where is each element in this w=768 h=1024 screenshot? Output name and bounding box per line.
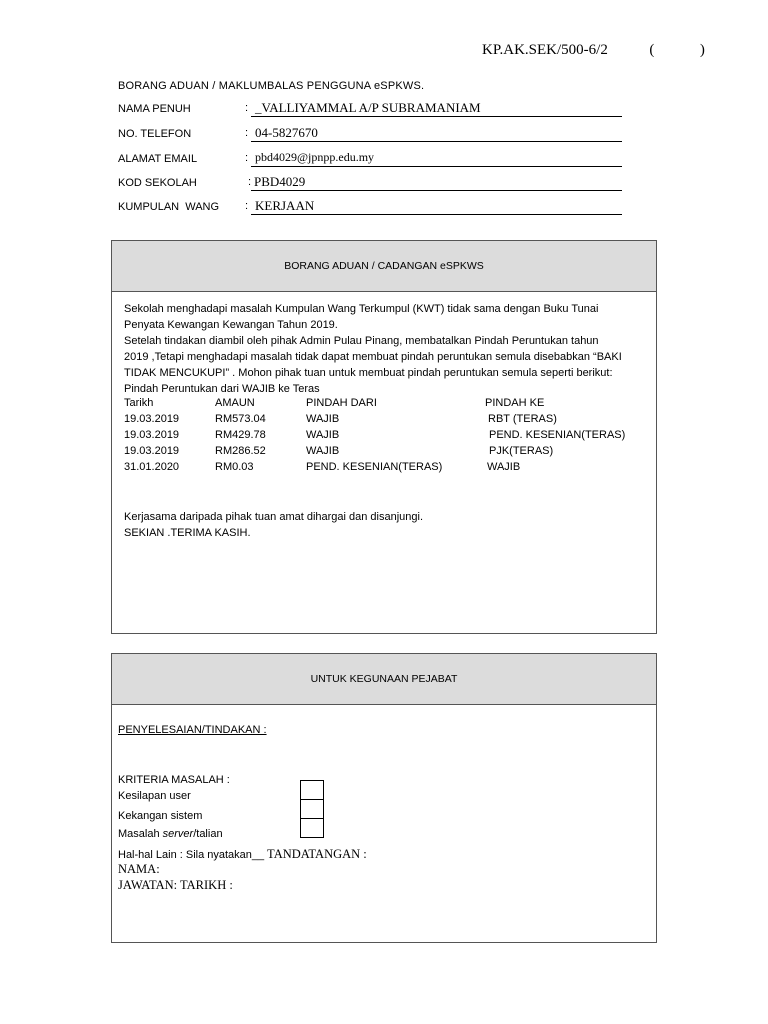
table-row: [124, 461, 644, 477]
cell-to: PEND. KESENIAN(TERAS): [489, 429, 626, 441]
complaint-line: TIDAK MENCUKUPI” . Mohon pihak tuan untuk membuat pindah peruntukan semula seperti berikut:: [124, 367, 613, 379]
cell-from: WAJIB: [306, 429, 340, 441]
field-label: KOD SEKOLAH: [118, 177, 197, 189]
field-colon: :: [245, 200, 249, 212]
table-row: [124, 429, 644, 445]
server-prefix: Masalah: [118, 828, 163, 840]
complaint-line: Sekolah menghadapi masalah Kumpulan Wang Terkumpul (KWT) tidak sama dengan Buku Tunai: [124, 303, 599, 315]
name-label: NAMA:: [118, 862, 160, 876]
field-underline: [251, 141, 622, 142]
field-underline: [251, 116, 622, 117]
criteria-label: KRITERIA MASALAH :: [118, 774, 230, 786]
cell-from: PEND. KESENIAN(TERAS): [306, 461, 443, 473]
cell-amount: RM286.52: [215, 445, 266, 457]
cell-to: RBT (TERAS): [488, 413, 557, 425]
complaint-line: Setelah tindakan diambil oleh pihak Admin Pulau Pinang, membatalkan Pindah Peruntukan tahun: [124, 335, 599, 347]
header-from: PINDAH DARI: [306, 397, 377, 409]
field-value: pbd4029@jpnpp.edu.my: [255, 150, 375, 164]
field-label: ALAMAT EMAIL: [118, 153, 198, 165]
field-school-code[interactable]: [118, 175, 628, 193]
complaint-line: Pindah Peruntukan dari WAJIB ke Teras: [124, 383, 320, 395]
field-colon: :: [245, 152, 249, 164]
cell-amount: RM573.04: [215, 413, 266, 425]
position-date-label: JAWATAN: TARIKH :: [118, 878, 233, 892]
office-use-box: [111, 653, 657, 943]
closing-line: SEKIAN .TERIMA KASIH.: [124, 527, 251, 539]
form-title: BORANG ADUAN / MAKLUMBALAS PENGGUNA eSPKWS.: [118, 80, 425, 92]
header-amount: AMAUN: [215, 397, 255, 409]
cell-date: 19.03.2019: [124, 413, 180, 425]
criteria-server-issue: [118, 826, 223, 842]
server-word: server: [162, 828, 194, 840]
office-header: UNTUK KEGUNAAN PEJABAT: [112, 654, 656, 705]
close-paren: ): [699, 42, 705, 58]
open-paren: (: [649, 42, 655, 58]
header-to: PINDAH KE: [485, 397, 545, 409]
cell-to: WAJIB: [487, 461, 521, 473]
transfer-table-header: [124, 397, 644, 413]
field-label: NO. TELEFON: [118, 128, 192, 140]
resolution-label: PENYELESAIAN/TINDAKAN :: [118, 724, 267, 736]
other-label: Hal-hal Lain : Sila nyatakan__: [118, 849, 265, 861]
server-suffix: /talian: [193, 828, 223, 840]
field-fund-group[interactable]: [118, 199, 628, 217]
field-value: 04-5827670: [255, 125, 318, 140]
field-phone[interactable]: [118, 126, 628, 144]
field-colon: :: [245, 102, 249, 114]
cell-date: 31.01.2020: [124, 461, 180, 473]
field-underline: [251, 214, 622, 215]
cell-amount: RM429.78: [215, 429, 266, 441]
table-row: [124, 413, 644, 429]
cell-from: WAJIB: [306, 413, 340, 425]
closing-line: Kerjasama daripada pihak tuan amat dihargai dan disanjungi.: [124, 511, 424, 523]
checkbox-system-limit[interactable]: [300, 799, 324, 819]
reference-code: KP.AK.SEK/500-6/2: [482, 42, 608, 58]
header-date: Tarikh: [124, 397, 154, 409]
cell-date: 19.03.2019: [124, 445, 180, 457]
field-value: KERJAAN: [255, 198, 315, 213]
cell-from: WAJIB: [306, 445, 340, 457]
field-value: _VALLIYAMMAL A/P SUBRAMANIAM: [255, 100, 481, 115]
field-value: PBD4029: [254, 174, 306, 189]
complaint-line: 2019 ,Tetapi menghadapi masalah tidak dapat membuat pindah peruntukan semula disebabkan “BAKI: [124, 351, 622, 363]
field-colon: :: [248, 176, 252, 188]
field-label: KUMPULAN WANG: [118, 201, 220, 213]
field-label: NAMA PENUH: [118, 103, 191, 115]
field-underline: [251, 166, 622, 167]
field-full-name[interactable]: [118, 101, 628, 119]
complaint-box: [111, 240, 657, 634]
cell-date: 19.03.2019: [124, 429, 180, 441]
criteria-user-error: Kesilapan user: [118, 790, 191, 802]
cell-amount: RM0.03: [215, 461, 254, 473]
reference-number: [482, 42, 705, 59]
field-colon: :: [245, 127, 249, 139]
complaint-line: Penyata Kewangan Kewangan Tahun 2019.: [124, 319, 338, 331]
cell-to: PJK(TERAS): [489, 445, 554, 457]
table-row: [124, 445, 644, 461]
signature-label: TANDATANGAN :: [264, 847, 367, 861]
criteria-system-limit: Kekangan sistem: [118, 810, 203, 822]
checkbox-user-error[interactable]: [300, 780, 324, 800]
checkbox-server-issue[interactable]: [300, 818, 324, 838]
field-email[interactable]: [118, 151, 628, 169]
complaint-header: BORANG ADUAN / CADANGAN eSPKWS: [112, 241, 656, 292]
field-underline: [251, 190, 622, 191]
